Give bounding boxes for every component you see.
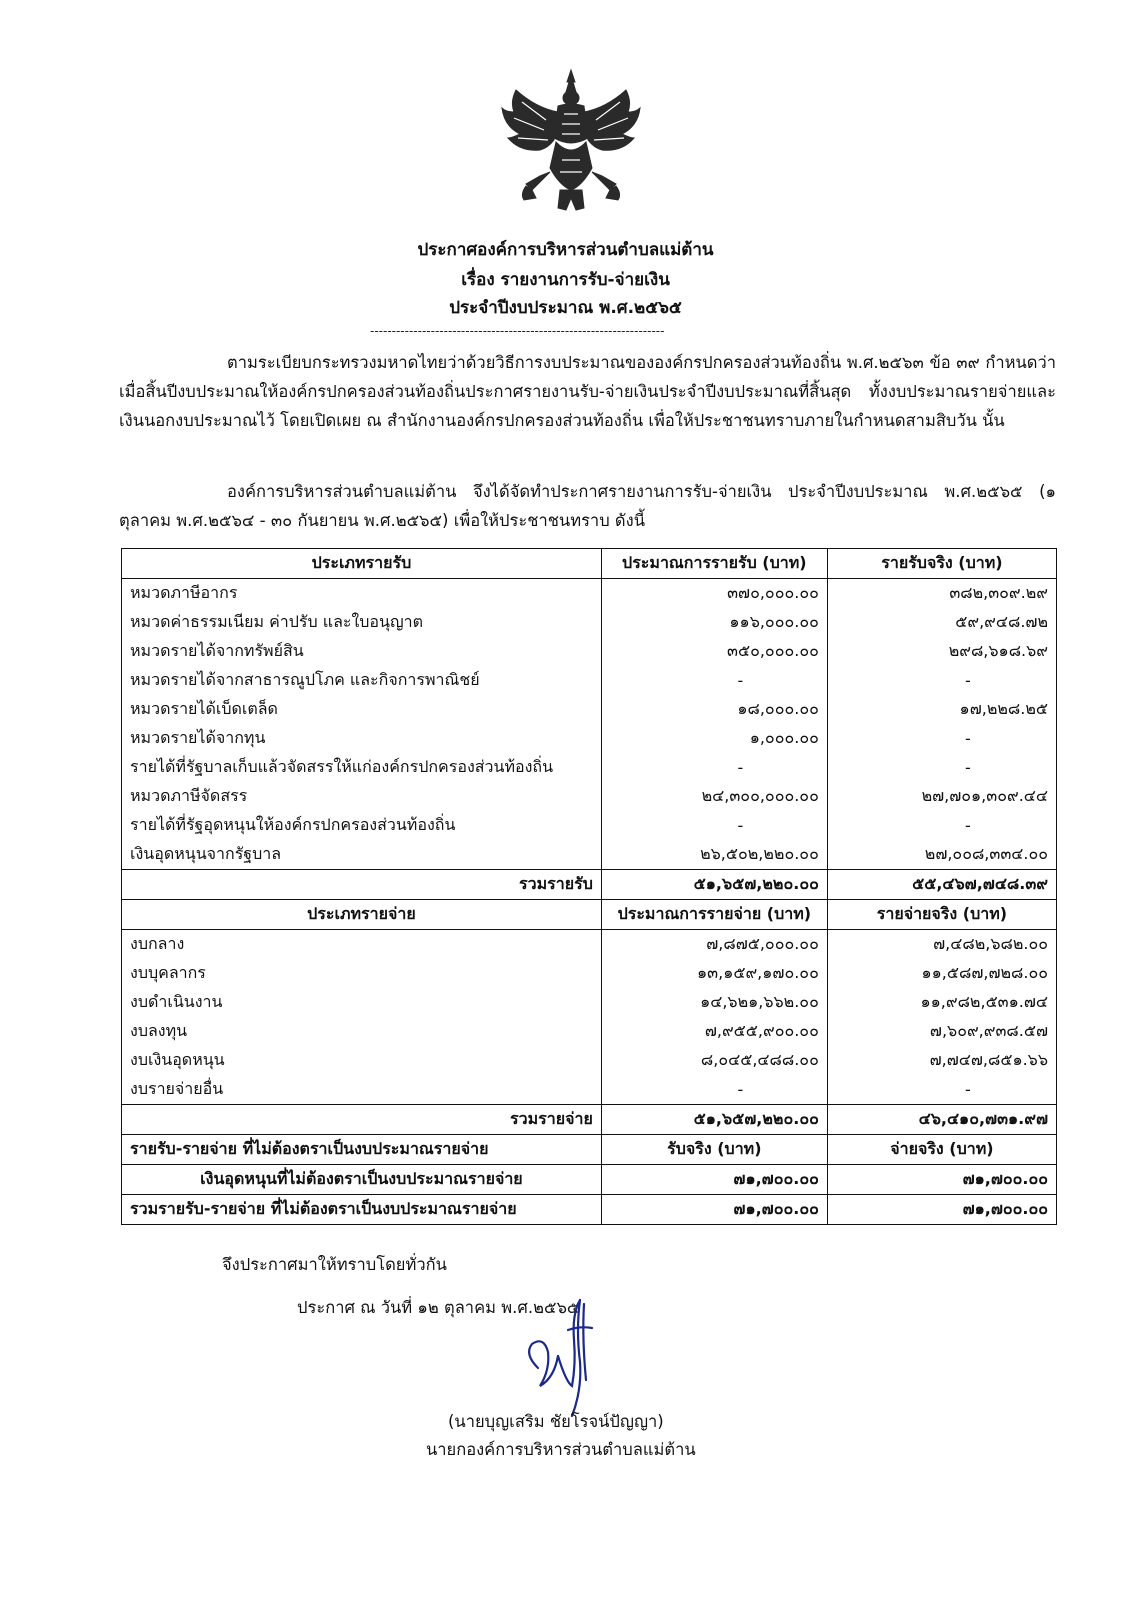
table-row [122, 666, 1057, 695]
income-label: หมวดรายได้จากทรัพย์สิน [122, 637, 602, 666]
income-actual: ๕๙,๙๔๘.๗๒ [827, 608, 1056, 637]
income-total-label: รวมรายรับ [122, 870, 602, 900]
offbudget-received-header: รับจริง (บาท) [601, 1135, 827, 1165]
income-actual: ๒๙๘,๖๑๘.๖๙ [827, 637, 1056, 666]
income-total-row [122, 870, 1057, 900]
table-row [122, 930, 1057, 960]
closing-statement: จึงประกาศมาให้ทราบโดยทั่วกัน [222, 1255, 447, 1274]
expense-actual-header: รายจ่ายจริง (บาท) [827, 900, 1056, 930]
offbudget-header-label: รายรับ-รายจ่าย ที่ไม่ต้องตราเป็นงบประมาณรายจ่าย [122, 1135, 602, 1165]
expense-estimate: - [601, 1075, 827, 1105]
expense-label: งบดำเนินงาน [122, 988, 602, 1017]
income-header-row [122, 549, 1057, 579]
expense-label: งบเงินอุดหนุน [122, 1046, 602, 1075]
table-row [122, 811, 1057, 840]
income-estimate: ๑๑๖,๐๐๐.๐๐ [601, 608, 827, 637]
income-estimate: ๓๕๐,๐๐๐.๐๐ [601, 637, 827, 666]
income-actual: - [827, 753, 1056, 782]
announcement-title: ประกาศองค์การบริหารส่วนตำบลแม่ต้าน [417, 240, 714, 260]
income-estimate: - [601, 753, 827, 782]
offbudget-row-label: เงินอุดหนุนที่ไม่ต้องตราเป็นงบประมาณรายจ่าย [122, 1165, 602, 1195]
table-row [122, 782, 1057, 811]
income-actual: - [827, 666, 1056, 695]
offbudget-header-row [122, 1135, 1057, 1165]
offbudget-total-row [122, 1195, 1057, 1225]
offbudget-row [122, 1165, 1057, 1195]
expense-estimate: ๗,๘๗๕,๐๐๐.๐๐ [601, 930, 827, 960]
income-total-actual: ๕๕,๔๖๗,๗๔๘.๓๙ [827, 870, 1056, 900]
expense-estimate: ๘,๐๔๕,๔๘๘.๐๐ [601, 1046, 827, 1075]
income-type-header: ประเภทรายรับ [122, 549, 602, 579]
table-row [122, 724, 1057, 753]
income-estimate: - [601, 666, 827, 695]
table-row [122, 579, 1057, 609]
expense-label: งบบุคลากร [122, 959, 602, 988]
table-row [122, 1075, 1057, 1105]
expense-estimate-header: ประมาณการรายจ่าย (บาท) [601, 900, 827, 930]
income-label: หมวดรายได้จากสาธารณูปโภค และกิจการพาณิชย์ [122, 666, 602, 695]
income-estimate: ๑๘,๐๐๐.๐๐ [601, 695, 827, 724]
garuda-emblem-icon [496, 68, 646, 218]
table-row [122, 1017, 1057, 1046]
income-actual: - [827, 724, 1056, 753]
income-label: หมวดรายได้จากทุน [122, 724, 602, 753]
income-actual: ๒๗,๐๐๘,๓๓๔.๐๐ [827, 840, 1056, 870]
expense-actual: ๑๑,๕๘๗,๗๒๘.๐๐ [827, 959, 1056, 988]
income-estimate: ๒๔,๓๐๐,๐๐๐.๐๐ [601, 782, 827, 811]
expense-type-header: ประเภทรายจ่าย [122, 900, 602, 930]
income-actual: ๓๘๒,๓๐๙.๒๙ [827, 579, 1056, 609]
table-row [122, 695, 1057, 724]
expense-estimate: ๑๔,๖๒๑,๖๖๒.๐๐ [601, 988, 827, 1017]
income-label: รายได้ที่รัฐอุดหนุนให้องค์กรปกครองส่วนท้องถิ่น [122, 811, 602, 840]
signer-position: นายกองค์การบริหารส่วนตำบลแม่ต้าน [426, 1440, 696, 1459]
offbudget-row-received: ๗๑,๗๐๐.๐๐ [601, 1165, 827, 1195]
income-estimate: ๓๗๐,๐๐๐.๐๐ [601, 579, 827, 609]
paragraph-regulation: ตามระเบียบกระทรวงมหาดไทยว่าด้วยวิธีการงบประมาณขององค์กรปกครองส่วนท้องถิ่น พ.ศ.๒๕๖๓ ข้อ ๓๙ กำหนดว่า เมื่อสิ้นปีงบประมาณให้องค์กรปกครองส่วนท้องถิ่นประกาศรายงานรับ-จ่ายเงินประจำปีงบประมาณที่สิ้นสุด ทั้งงบประมาณรายจ่ายและเงินนอกงบประมาณไว้ โดยเปิดเผย ณ สำนักงานองค์กรปกครองส่วนท้องถิ่น เพื่อให้ประชาชนทราบภายในกำหนดสามสิบวัน นั้น [119, 353, 1056, 430]
income-label: เงินอุดหนุนจากรัฐบาล [122, 840, 602, 870]
table-row [122, 959, 1057, 988]
table-row [122, 608, 1057, 637]
income-estimate: - [601, 811, 827, 840]
expense-actual: ๑๑,๙๘๒,๕๓๑.๗๔ [827, 988, 1056, 1017]
income-actual: ๒๗,๗๐๑,๓๐๙.๔๔ [827, 782, 1056, 811]
expense-estimate: ๗,๙๕๕,๙๐๐.๐๐ [601, 1017, 827, 1046]
expense-actual: ๗,๗๔๗,๘๕๑.๖๖ [827, 1046, 1056, 1075]
income-label: รายได้ที่รัฐบาลเก็บแล้วจัดสรรให้แก่องค์กรปกครองส่วนท้องถิ่น [122, 753, 602, 782]
expense-actual: - [827, 1075, 1056, 1105]
offbudget-paid-header: จ่ายจริง (บาท) [827, 1135, 1056, 1165]
income-total-estimate: ๕๑,๖๕๗,๒๒๐.๐๐ [601, 870, 827, 900]
signer-name: (นายบุญเสริม ชัยโรจน์ปัญญา) [448, 1412, 664, 1431]
expense-estimate: ๑๓,๑๕๙,๑๗๐.๐๐ [601, 959, 827, 988]
income-actual-header: รายรับจริง (บาท) [827, 549, 1056, 579]
expense-total-actual: ๔๖,๔๑๐,๗๓๑.๙๗ [827, 1105, 1056, 1135]
offbudget-row-paid: ๗๑,๗๐๐.๐๐ [827, 1165, 1056, 1195]
table-row [122, 1046, 1057, 1075]
table-row [122, 637, 1057, 666]
announcement-date: ประกาศ ณ วันที่ ๑๒ ตุลาคม พ.ศ.๒๕๖๕ [297, 1298, 580, 1317]
income-label: หมวดค่าธรรมเนียม ค่าปรับ และใบอนุญาต [122, 608, 602, 637]
financial-report-table [121, 548, 1057, 1225]
expense-label: งบลงทุน [122, 1017, 602, 1046]
paragraph-statement: องค์การบริหารส่วนตำบลแม่ต้าน จึงได้จัดทำประกาศรายงานการรับ-จ่ายเงิน ประจำปีงบประมาณ พ.ศ.๒๕๖๕ (๑ ตุลาคม พ.ศ.๒๕๖๔ - ๓๐ กันยายน พ.ศ.๒๕๖๕) เพื่อให้ประชาชนทราบ ดังนี้ [119, 482, 1056, 530]
handwritten-signature-icon [510, 1290, 620, 1420]
expense-header-row [122, 900, 1057, 930]
expense-label: งบรายจ่ายอื่น [122, 1075, 602, 1105]
income-estimate-header: ประมาณการรายรับ (บาท) [601, 549, 827, 579]
offbudget-total-received: ๗๑,๗๐๐.๐๐ [601, 1195, 827, 1225]
expense-actual: ๗,๖๐๙,๙๓๘.๕๗ [827, 1017, 1056, 1046]
table-row [122, 988, 1057, 1017]
income-estimate: ๒๖,๕๐๒,๒๒๐.๐๐ [601, 840, 827, 870]
table-row [122, 840, 1057, 870]
income-estimate: ๑,๐๐๐.๐๐ [601, 724, 827, 753]
fiscal-year-line: ประจำปีงบประมาณ พ.ศ.๒๕๖๕ [449, 298, 682, 318]
income-label: หมวดภาษีอากร [122, 579, 602, 609]
income-label: หมวดภาษีจัดสรร [122, 782, 602, 811]
income-actual: ๑๗,๒๒๘.๒๕ [827, 695, 1056, 724]
expense-total-label: รวมรายจ่าย [122, 1105, 602, 1135]
expense-total-row [122, 1105, 1057, 1135]
expense-actual: ๗,๔๘๒,๖๘๒.๐๐ [827, 930, 1056, 960]
expense-label: งบกลาง [122, 930, 602, 960]
income-actual: - [827, 811, 1056, 840]
separator-line: -------------------------------------------------------------------- [370, 324, 665, 338]
announcement-subject: เรื่อง รายงานการรับ-จ่ายเงิน [461, 270, 670, 290]
offbudget-total-label: รวมรายรับ-รายจ่าย ที่ไม่ต้องตราเป็นงบประมาณรายจ่าย [122, 1195, 602, 1225]
income-label: หมวดรายได้เบ็ดเตล็ด [122, 695, 602, 724]
offbudget-total-paid: ๗๑,๗๐๐.๐๐ [827, 1195, 1056, 1225]
table-row [122, 753, 1057, 782]
expense-total-estimate: ๕๑,๖๕๗,๒๒๐.๐๐ [601, 1105, 827, 1135]
